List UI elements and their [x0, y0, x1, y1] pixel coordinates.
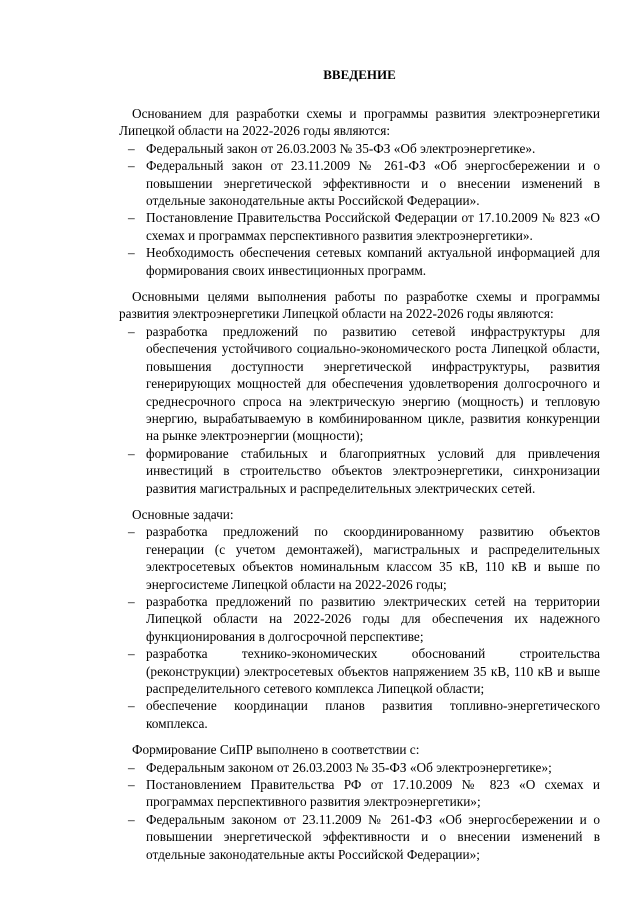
dash-bullet: –: [128, 158, 135, 174]
dash-bullet: –: [128, 777, 135, 793]
dash-bullet: –: [128, 759, 135, 775]
list-item: [119, 244, 600, 279]
list-item-text: Федеральный закон от 23.11.2009 № 261-ФЗ «Об энергосбережении и о повышении энергетической эффективности и о внесении изменений в отдельные законодательные акты Российской Федерации».: [146, 158, 600, 209]
dash-bullet: –: [128, 698, 135, 714]
goals-intro-paragraph: Основными целями выполнения работы по разработке схемы и программы развития электроэнергетики Липецкой области на 2022-2026 годы являются:: [119, 289, 600, 322]
dash-bullet: –: [128, 245, 135, 261]
list-item: [119, 140, 600, 157]
list-item: [119, 759, 600, 776]
tasks-list: [119, 523, 600, 732]
dash-bullet: –: [128, 323, 135, 339]
compliance-list: [119, 759, 600, 863]
list-item-text: Постановлением Правительства РФ от 17.10.2009 № 823 «О схемах и программах перспективного развития электроэнергетики»;: [146, 777, 600, 810]
list-item: [119, 157, 600, 209]
intro-paragraph: Основанием для разработки схемы и программы развития электроэнергетики Липецкой области на 2022-2026 годы являются:: [119, 106, 600, 139]
list-item: [119, 645, 600, 697]
list-item-text: Федеральным законом от 23.11.2009 № 261-ФЗ «Об энергосбережении и о повышении энергетической эффективности и о внесении изменений в отдельные законодательные акты Российской Федерации»;: [146, 811, 600, 862]
list-item-text: разработка предложений по скоординированному развитию объектов генерации (с учетом демонтажей), магистральных и распределительных электросетевых объектов номинальным классом 35 кВ, 110 кВ и выше по энергосистеме Липецкой области на 2022-2026 годы;: [146, 524, 600, 592]
list-item-text: обеспечение координации планов развития топливно-энергетического комплекса.: [146, 698, 600, 731]
dash-bullet: –: [128, 811, 135, 827]
goals-list: [119, 323, 600, 497]
compliance-intro-paragraph: Формирование СиПР выполнено в соответствии с:: [132, 742, 420, 758]
basis-list: [119, 140, 600, 279]
list-item: [119, 523, 600, 593]
list-item-text: разработка предложений по развитию сетевой инфраструктуры для обеспечения устойчивого социально-экономического роста Липецкой области, повышения доступности энергетической инфраструктуры, развития генерирующих мощностей для обеспечения удовлетворения долгосрочного и среднесрочного спроса на электрическую энергию (мощность) и тепловую энергию, вырабатываемую в комбинированном цикле, развития конкуренции на рынке электроэнергии (мощности);: [146, 323, 600, 444]
dash-bullet: –: [128, 524, 135, 540]
dash-bullet: –: [128, 646, 135, 662]
list-item: [119, 776, 600, 811]
list-item-text: Федеральным законом от 26.03.2003 № 35-ФЗ «Об электроэнергетике»;: [146, 759, 552, 775]
list-item: [119, 593, 600, 645]
dash-bullet: –: [128, 593, 135, 609]
tasks-intro-paragraph: Основные задачи:: [132, 506, 234, 522]
list-item: [119, 323, 600, 445]
dash-bullet: –: [128, 445, 135, 461]
list-item-text: Необходимость обеспечения сетевых компаний актуальной информацией для формирования своих инвестиционных программ.: [146, 245, 600, 278]
dash-bullet: –: [128, 140, 135, 156]
list-item: [119, 209, 600, 244]
list-item: [119, 697, 600, 732]
page-title: ВВЕДЕНИЕ: [323, 67, 396, 82]
list-item-text: разработка технико-экономических обоснований строительства (реконструкции) электросетевых объектов напряжением 35 кВ, 110 кВ и выше распределительного сетевого комплекса Липецкой области;: [146, 646, 600, 696]
list-item-text: Постановление Правительства Российской Федерации от 17.10.2009 № 823 «О схемах и программах перспективного развития электроэнергетики».: [146, 210, 600, 243]
dash-bullet: –: [128, 210, 135, 226]
list-item-text: формирование стабильных и благоприятных условий для привлечения инвестиций в строительство объектов электроэнергетики, синхронизации развития магистральных и распределительных электрических сетей.: [146, 445, 600, 496]
list-item: [119, 445, 600, 497]
list-item-text: Федеральный закон от 26.03.2003 № 35-ФЗ «Об электроэнергетике».: [146, 140, 536, 156]
list-item-text: разработка предложений по развитию электрических сетей на территории Липецкой области на 2022-2026 годы для обеспечения их надежного функционирования в долгосрочной перспективе;: [146, 593, 600, 644]
list-item: [119, 811, 600, 863]
